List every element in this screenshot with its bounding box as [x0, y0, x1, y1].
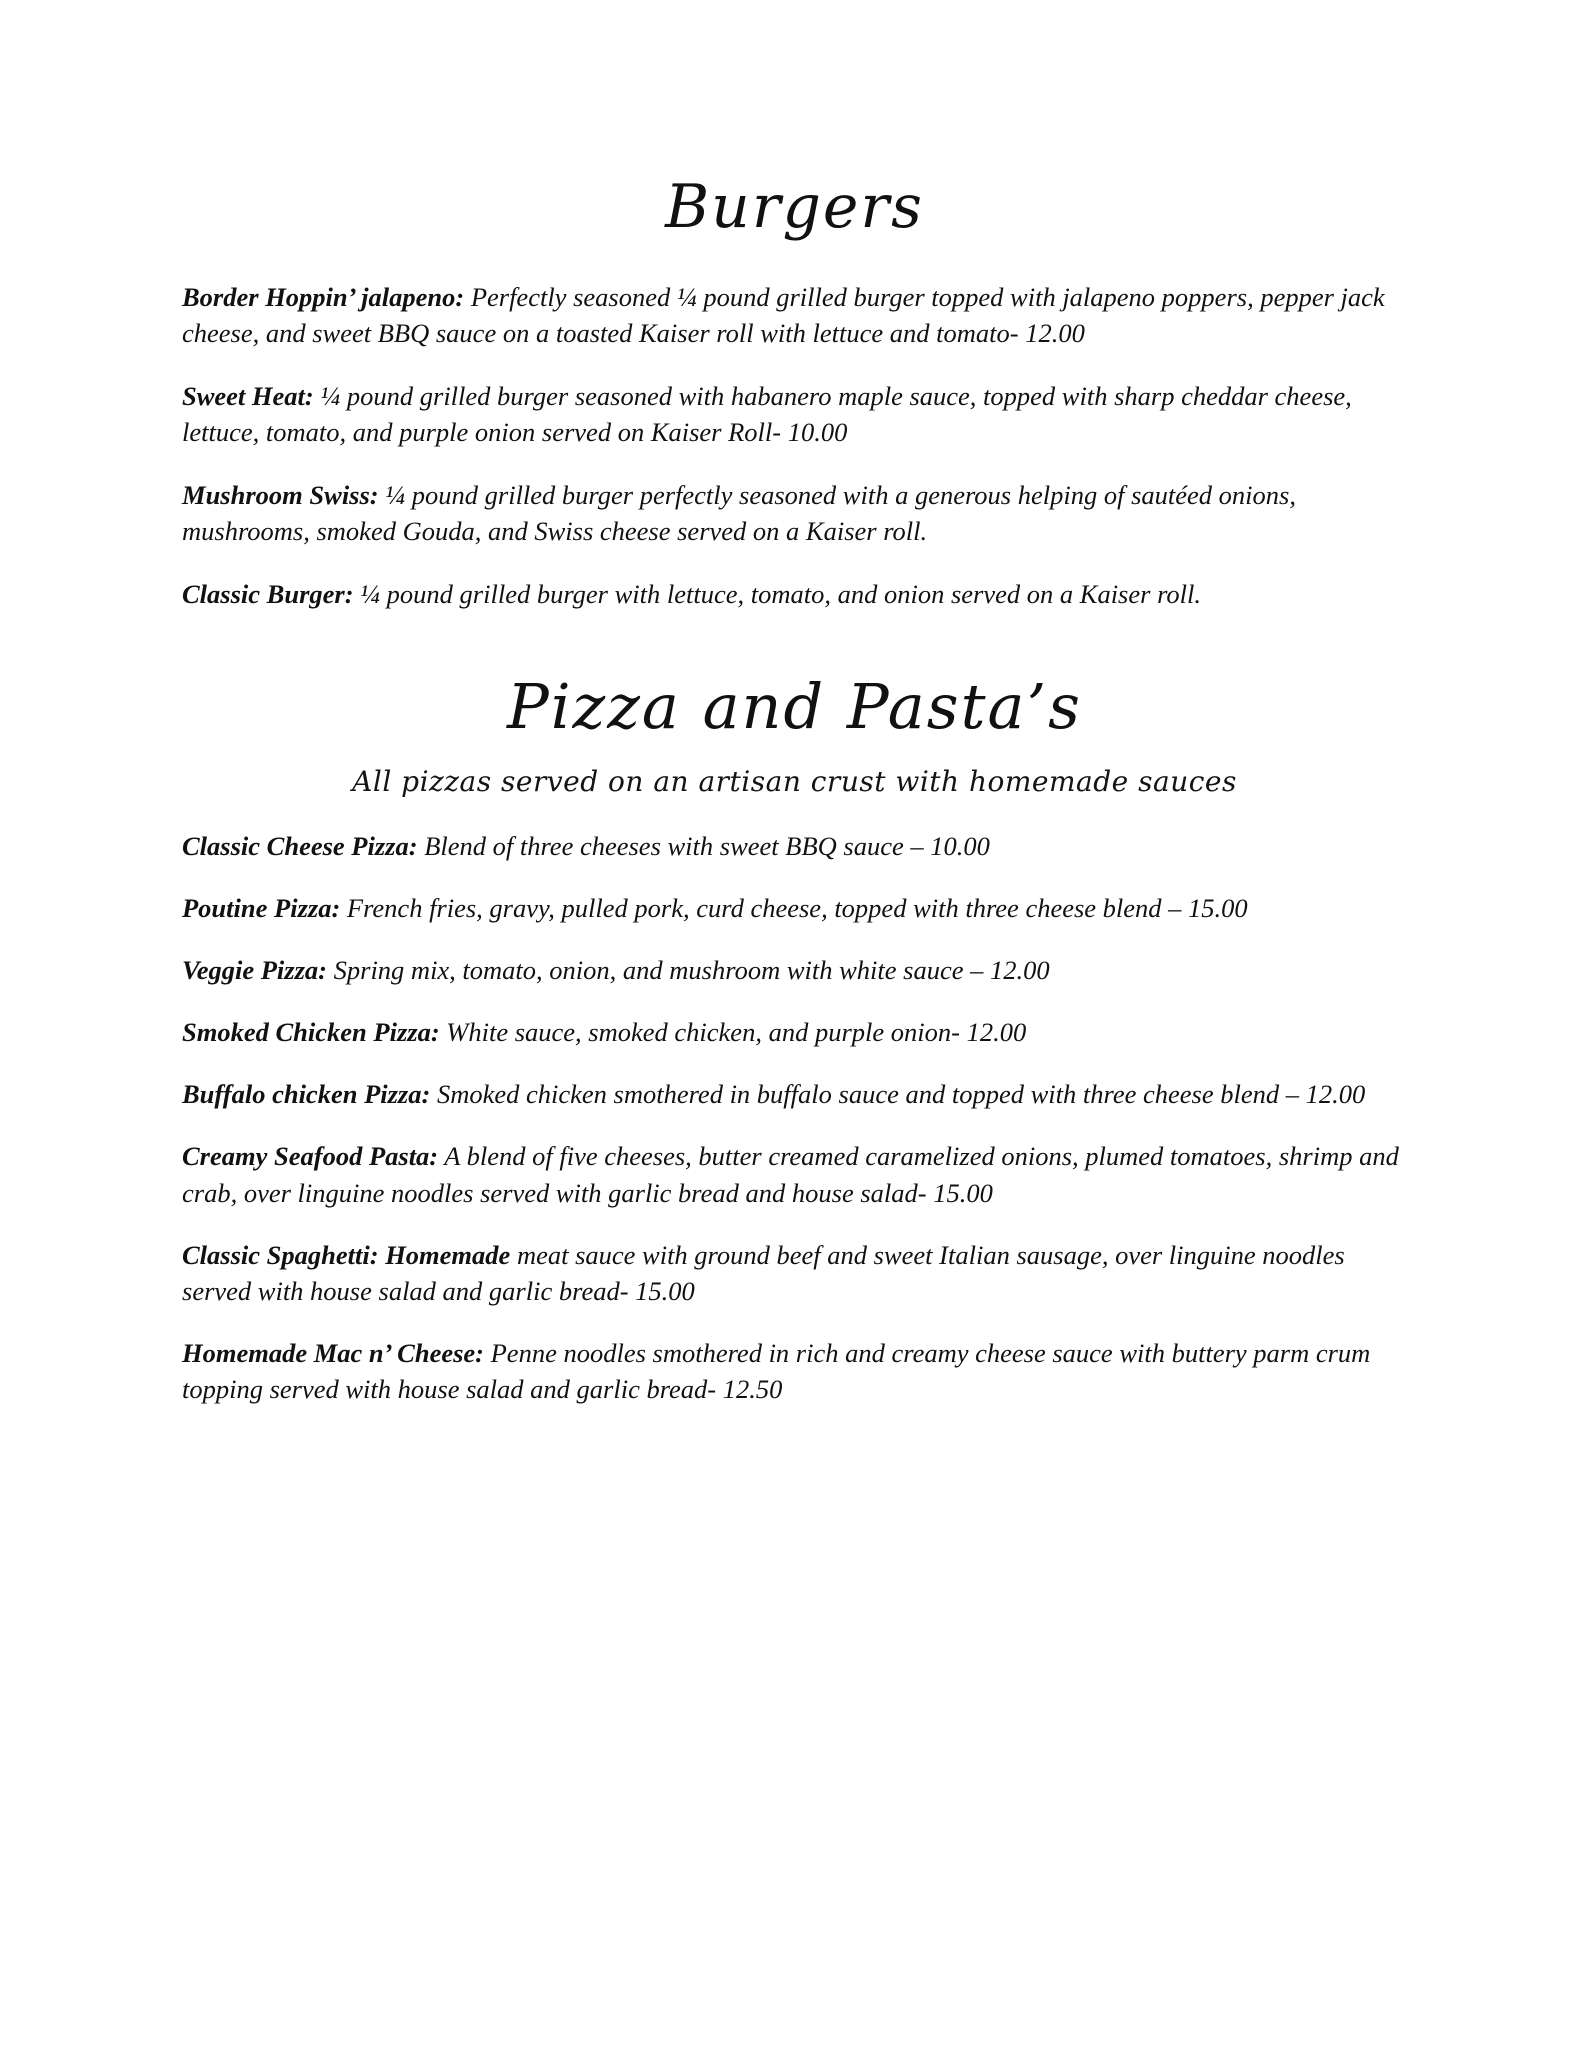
menu-item-description: Smoked chicken smothered in buffalo sauce and topped with three cheese blend – 12.00	[430, 1079, 1366, 1110]
menu-item-name: Border Hoppin’ jalapeno:	[182, 282, 465, 312]
menu-item	[182, 1138, 1407, 1210]
menu-item	[182, 477, 1407, 549]
menu-item	[182, 890, 1407, 926]
pizza-pasta-item-list	[182, 828, 1407, 1406]
menu-item-name: Poutine Pizza:	[182, 893, 341, 924]
menu-item-description: Blend of three cheeses with sweet BBQ sauce – 10.00	[417, 831, 990, 862]
menu-item-description: Perfectly seasoned ¼ pound grilled burger topped with jalapeno poppers, pepper jack cheese, and sweet BBQ sauce on a toasted Kaiser roll with lettuce and tomato- 12.00	[182, 282, 1385, 349]
section-title-burgers: Burgers	[665, 172, 924, 242]
menu-item-description: French fries, gravy, pulled pork, curd cheese, topped with three cheese blend – 15.00	[340, 893, 1248, 924]
menu-item	[182, 1237, 1407, 1309]
menu-item-name: Buffalo chicken Pizza:	[182, 1079, 431, 1110]
menu-item-name: Classic Cheese Pizza:	[182, 831, 418, 862]
menu-item-description: ¼ pound grilled burger seasoned with habanero maple sauce, topped with sharp cheddar cheese, lettuce, tomato, and purple onion served on Kaiser Roll- 10.00	[182, 381, 1352, 448]
menu-item-name: Classic Spaghetti: Homemade	[182, 1239, 511, 1270]
menu-item-name: Homemade Mac n’ Cheese:	[182, 1337, 484, 1368]
menu-item-description: ¼ pound grilled burger with lettuce, tomato, and onion served on a Kaiser roll.	[353, 579, 1202, 610]
menu-item-description: Penne noodles smothered in rich and creamy cheese sauce with buttery parm crum topping served with house salad and garlic bread- 12.50	[182, 1337, 1371, 1404]
menu-item-description: meat sauce with ground beef and sweet Italian sausage, over linguine noodles served with house salad and garlic bread- 15.00	[182, 1239, 1345, 1306]
menu-item	[182, 952, 1407, 988]
menu-item	[182, 828, 1407, 864]
menu-item-name: Creamy Seafood Pasta:	[182, 1141, 439, 1172]
menu-item	[182, 279, 1407, 351]
menu-item-description: A blend of five cheeses, butter creamed caramelized onions, plumed tomatoes, shrimp and crab, over linguine noodles served with garlic bread and house salad- 15.00	[182, 1141, 1399, 1208]
menu-item-name: Sweet Heat:	[182, 381, 314, 412]
menu-item-description: White sauce, smoked chicken, and purple onion- 12.00	[439, 1017, 1027, 1048]
burger-item-list	[182, 279, 1407, 612]
menu-item	[182, 1014, 1407, 1050]
menu-item-name: Veggie Pizza:	[182, 955, 327, 986]
menu-item	[182, 1076, 1407, 1112]
menu-item-name: Mushroom Swiss:	[182, 480, 379, 511]
section-title-pizza-and-pastas: Pizza and Pasta’s	[507, 670, 1082, 744]
menu-item-description: Spring mix, tomato, onion, and mushroom with white sauce – 12.00	[327, 955, 1050, 986]
menu-item	[182, 378, 1407, 450]
section-subtitle-pizza: All pizzas served on an artisan crust with homemade sauces	[352, 765, 1237, 799]
menu-item	[182, 576, 1407, 612]
menu-item-name: Smoked Chicken Pizza:	[182, 1017, 440, 1048]
menu-item	[182, 1335, 1407, 1407]
menu-item-description: ¼ pound grilled burger perfectly seasoned with a generous helping of sautéed onions, mushrooms, smoked Gouda, and Swiss cheese served on a Kaiser roll.	[182, 480, 1296, 547]
menu-item-name: Classic Burger:	[182, 579, 354, 610]
